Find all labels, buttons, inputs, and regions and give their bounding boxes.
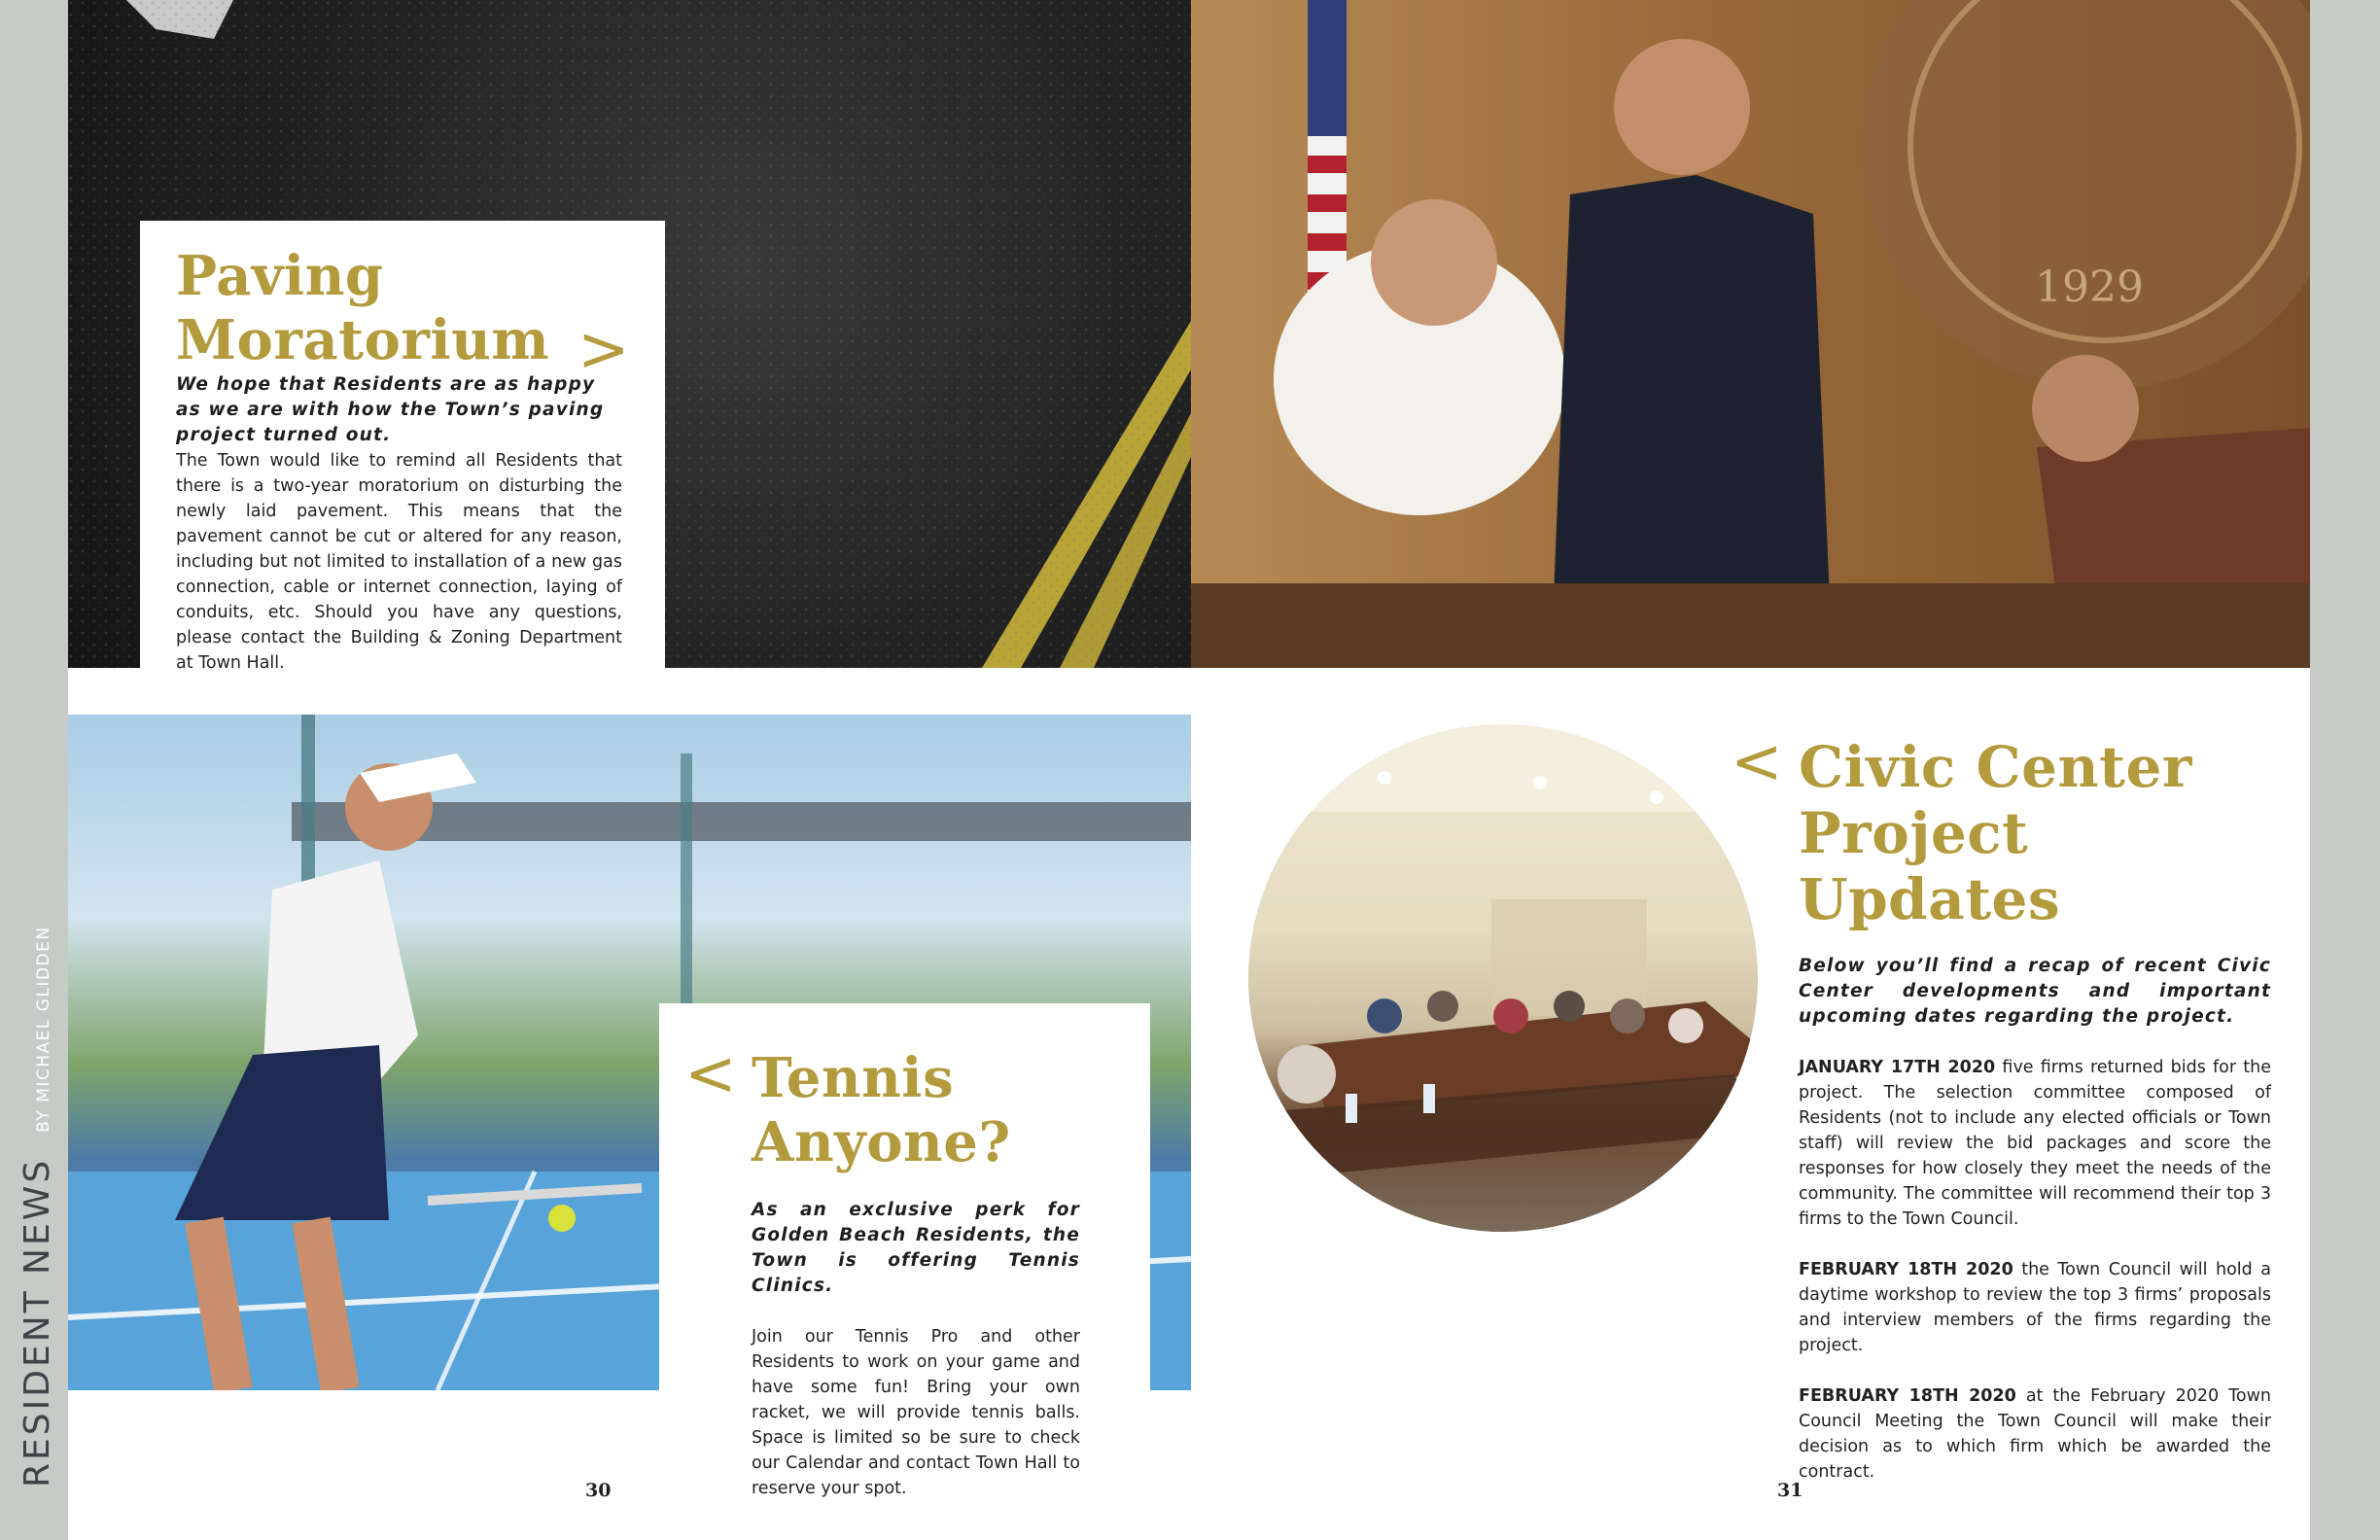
- civic-update-1-text: five firms returned bids for the project. The selection committee composed of Residents (not to include any elected officials or Town staff) will review the bid packages and score the responses for how closely they meet the needs of the community. The committee will recommend their top 3 firms to the Town Council.: [1799, 1058, 2271, 1229]
- paving-title: [176, 244, 622, 372]
- civic-lead: Below you’ll find a recap of recent Civic Center developments and important upcoming dates regarding the project.: [1799, 956, 2271, 1027]
- tennis-arrow-icon: <: [684, 1038, 737, 1110]
- tennis-lead: As an exclusive perk for Golden Beach Residents, the Town is offering Tennis Clinics.: [752, 1200, 1080, 1296]
- tennis-body: Join our Tennis Pro and other Residents to work on your game and have some fun! Bring your own racket, we will provide tennis balls. Space is limited so be sure to check our Calendar and contact Town Hall to reserve your spot.: [752, 1327, 1080, 1498]
- civic-title-line2: Project Updates: [1799, 800, 2061, 932]
- civic-update-1: [1799, 1055, 2271, 1232]
- civic-arrow-icon: <: [1731, 726, 1783, 798]
- civic-update-3-date: FEBRUARY 18TH 2020: [1799, 1386, 2016, 1406]
- page-number-left: 30: [585, 1480, 612, 1501]
- civic-title-line1: Civic Center: [1799, 734, 2192, 800]
- civic-update-2-text: the Town Council will hold a daytime workshop to review the top 3 firms’ proposals and interview members of the firms regarding the project.: [1799, 1260, 2271, 1355]
- town-council-photo: [1191, 0, 2310, 668]
- page-number-right: 31: [1777, 1480, 1803, 1501]
- civic-center-article: [1731, 726, 2275, 1485]
- paving-body: The Town would like to remind all Residents that there is a two-year moratorium on disturbing the newly laid pavement. This means that the pavement cannot be cut or altered for any reason, including but not limited to installation of a new gas connection, cable or internet connection, laying of conduits, etc. Should you have any questions, please contact the Building & Zoning Department at Town Hall.: [176, 451, 622, 673]
- section-label: [18, 926, 57, 1488]
- paving-lead: We hope that Residents are as happy as we are with how the Town’s paving project turned out.: [176, 374, 605, 445]
- civic-title: [1799, 734, 2275, 932]
- section-title: RESIDENT NEWS: [18, 1157, 57, 1488]
- byline: BY MICHAEL GLIDDEN: [34, 926, 53, 1133]
- civic-update-3-text: at the February 2020 Town Council Meeting the Town Council will make their decision as to which firm which be awarded the contract.: [1799, 1386, 2271, 1482]
- tennis-anyone-article: [659, 1003, 1150, 1540]
- civic-update-3: [1799, 1383, 2271, 1485]
- paving-moratorium-article: [140, 221, 665, 673]
- paving-arrow-icon: >: [578, 314, 630, 386]
- civic-center-meeting-photo: [1248, 724, 1758, 1232]
- paving-title-line2: Moratorium: [176, 308, 550, 372]
- tennis-title: [752, 1046, 1150, 1174]
- tennis-title-line2: Anyone?: [752, 1110, 1011, 1174]
- right-margin-strip: [2310, 0, 2380, 1540]
- paving-title-line1: Paving: [176, 244, 384, 308]
- civic-update-2: [1799, 1257, 2271, 1358]
- civic-update-2-date: FEBRUARY 18TH 2020: [1799, 1260, 2013, 1279]
- seal-year: 1929: [2035, 262, 2144, 312]
- tennis-title-line1: Tennis: [752, 1046, 955, 1110]
- civic-update-1-date: JANUARY 17TH 2020: [1799, 1058, 1996, 1077]
